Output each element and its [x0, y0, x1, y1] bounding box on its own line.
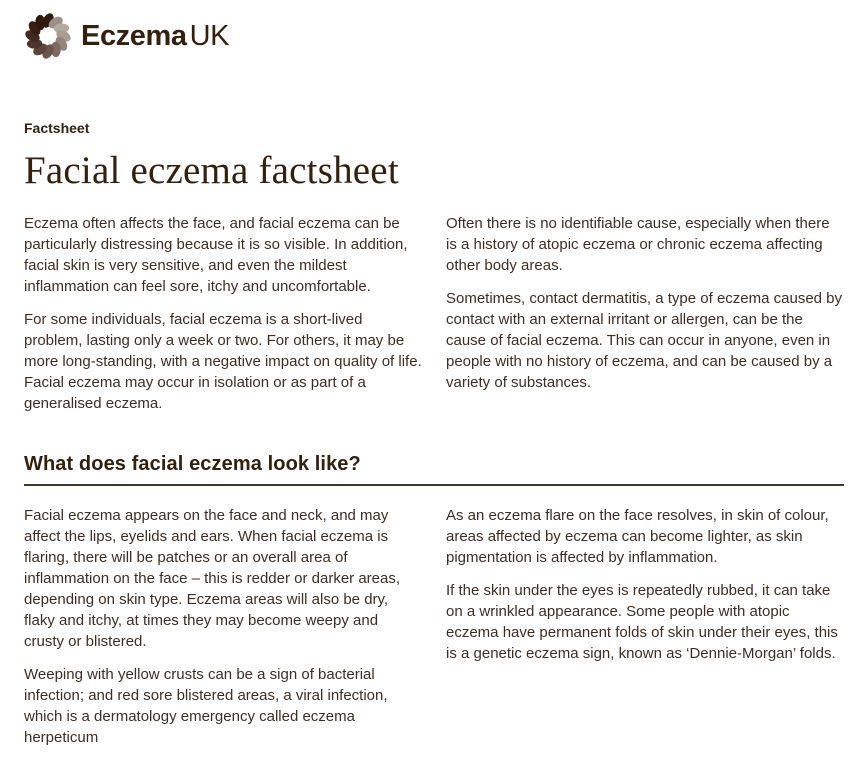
section-paragraph: Facial eczema appears on the face and neck, and may affect the lips, eyelids and ears. When facial eczema is flaring, there will be patches or an overall area of inflammation on the face – this is redder or darker areas, depending on skin type. Eczema areas will also be dry, flaky and itchy, at times they may become weepy and crusty or blistered. [24, 507, 401, 650]
eyebrow-label: Factsheet [24, 120, 90, 136]
intro-paragraph: For some individuals, facial eczema is a short-lived problem, lasting only a week or two. For others, it may be more long-standing, with a negative impact on quality of life. Facial eczema may occur in isolation or as part of a generalised eczema. [24, 311, 422, 412]
section-heading-block [24, 453, 844, 486]
page-header [0, 0, 868, 60]
section-right-column [446, 505, 844, 760]
intro-left-column [24, 213, 422, 426]
section-heading: What does facial eczema look like? [24, 453, 361, 475]
logo-word-secondary: UK [189, 19, 230, 52]
logo-wordmark [81, 20, 229, 53]
section-paragraph: Weeping with yellow crusts can be a sign of bacterial infection; and red sore blistered areas, a viral infection, which is a dermatology emergency called eczema herpeticum [24, 666, 388, 746]
section-columns [24, 505, 844, 760]
page-title: Facial eczema factsheet [24, 149, 399, 192]
logo [24, 12, 844, 60]
section-left-column [24, 505, 422, 760]
intro-paragraph: Sometimes, contact dermatitis, a type of eczema caused by contact with an external irritant or allergen, can be the cause of facial eczema. This can occur in anyone, even in people with no history of eczema, and can be caused by a variety of substances. [446, 290, 843, 391]
intro-paragraph: Often there is no identifiable cause, especially when there is a history of atopic eczema or chronic eczema affecting other body areas. [446, 215, 830, 274]
intro-columns [24, 213, 844, 426]
intro-paragraph: Eczema often affects the face, and facial eczema can be particularly distressing because it is so visible. In addition, facial skin is very sensitive, and even the mildest inflammation can feel sore, itchy and uncomfortable. [24, 215, 408, 295]
logo-word-primary: Eczema [81, 19, 187, 52]
section-paragraph: As an eczema flare on the face resolves, in skin of colour, areas affected by eczema can become lighter, as skin pigmentation is affected by inflammation. [446, 507, 829, 566]
section-paragraph: If the skin under the eyes is repeatedly rubbed, it can take on a wrinkled appearance. Some people with atopic eczema have permanent folds of skin under their eyes, this is a genetic eczema sign, known as ‘Dennie-Morgan’ folds. [446, 582, 838, 662]
eczema-uk-logo-icon [24, 12, 72, 60]
intro-right-column [446, 213, 844, 426]
